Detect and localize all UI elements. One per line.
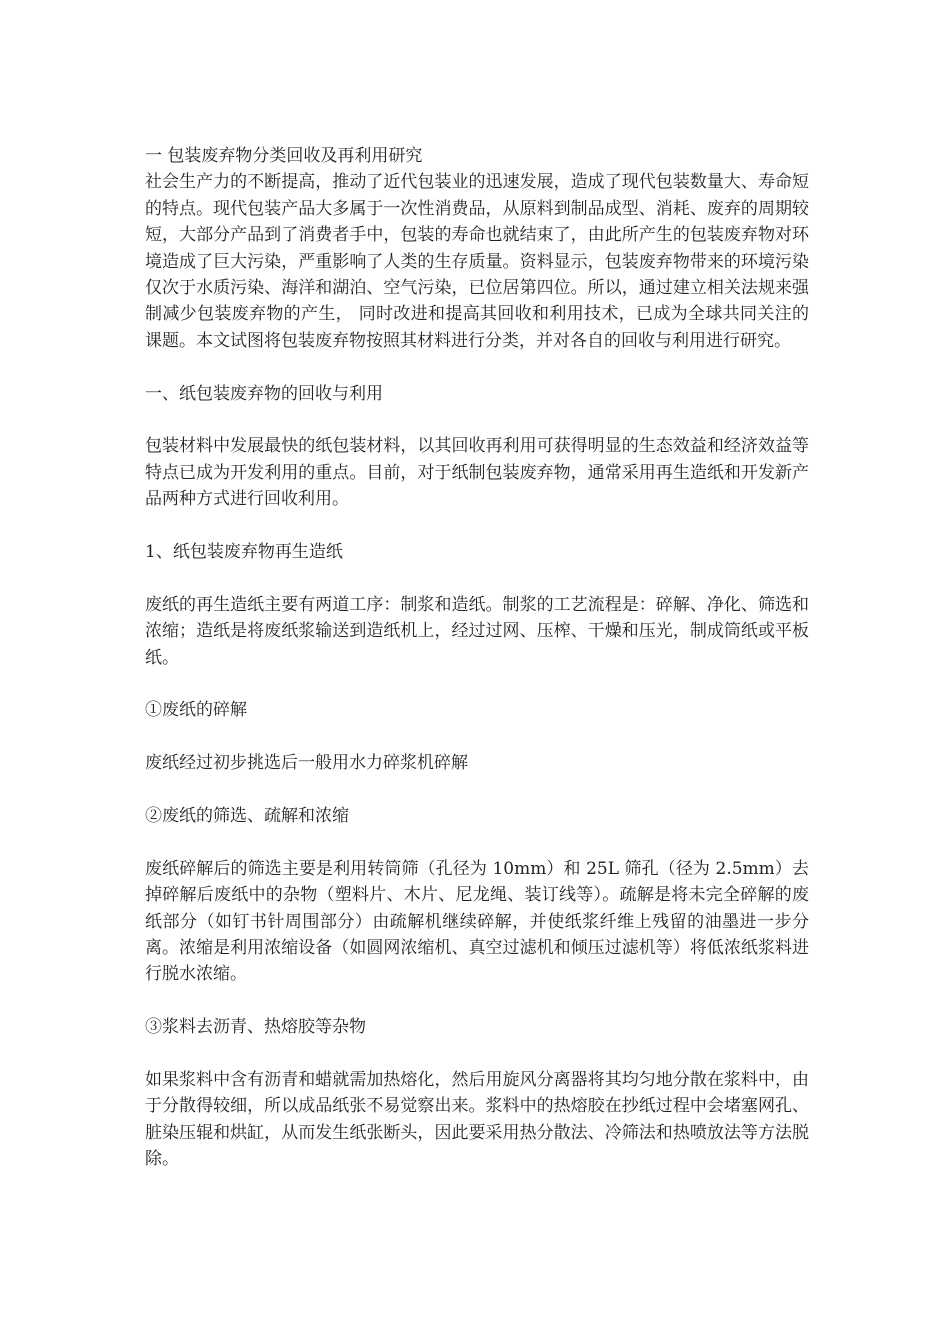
section-paragraph: 包装材料中发展最快的纸包装材料，以其回收再利用可获得明显的生态效益和经济效益等特点已成为开发利用的重点。目前，对于纸制包装废弃物，通常采用再生造纸和开发新产品两种方式进行回收利用。 [145, 436, 809, 510]
step-heading: ③浆料去沥青、热熔胶等杂物 [145, 1017, 366, 1038]
document-body [145, 143, 809, 1173]
step-paragraph: 如果浆料中含有沥青和蜡就需加热熔化，然后用旋风分离器将其均匀地分散在浆料中，由于分散得较细，所以成品纸张不易觉察出来。浆料中的热熔胶在抄纸过程中会堵塞网孔、脏染压辊和烘缸，从而发生纸张断头，因此要采用热分散法、冷筛法和热喷放法等方法脱除。 [145, 1070, 809, 1170]
section-heading: 一、纸包装废弃物的回收与利用 [145, 383, 383, 404]
document-title: 一 包装废弃物分类回收及再利用研究 [145, 146, 423, 166]
subsection-heading: 1、纸包装废弃物再生造纸 [145, 542, 343, 563]
subsection-paragraph: 废纸的再生造纸主要有两道工序：制浆和造纸。制浆的工艺流程是：碎解、净化、筛选和浓缩；造纸是将废纸浆输送到造纸机上，经过过网、压榨、干燥和压光，制成筒纸或平板纸。 [145, 594, 809, 668]
step-paragraph: 废纸碎解后的筛选主要是利用转筒筛（孔径为 10mm）和 25L 筛孔（径为 2.5mm）去掉碎解后废纸中的杂物（塑料片、木片、尼龙绳、装订线等）。疏解是将未完全碎解的废纸部分（如钉书针周围部分）由疏解机继续碎解，并使纸浆纤维上残留的油墨进一步分离。浓缩是利用浓缩设备（如圆网浓缩机、真空过滤机和倾压过滤机等）将低浓纸浆料进行脱水浓缩。 [145, 858, 809, 985]
intro-paragraph: 社会生产力的不断提高，推动了近代包装业的迅速发展，造成了现代包装数量大、寿命短的特点。现代包装产品大多属于一次性消费品，从原料到制品成型、消耗、废弃的周期较短，大部分产品到了消费者手中，包装的寿命也就结束了，由此所产生的包装废弃物对环境造成了巨大污染，严重影响了人类的生存质量。资料显示，包装废弃物带来的环境污染仅次于水质污染、海洋和湖泊、空气污染，已位居第四位。所以，通过建立相关法规来强制减少包装废弃物的产生， 同时改进和提高其回收和利用技术，已成为全球共同关注的课题。本文试图将包装废弃物按照其材料进行分类，并对各自的回收与利用进行研究。 [145, 172, 809, 351]
step-paragraph: 废纸经过初步挑选后一般用水力碎浆机碎解 [145, 753, 468, 774]
step-heading: ①废纸的碎解 [145, 700, 247, 721]
step-heading: ②废纸的筛选、疏解和浓缩 [145, 806, 349, 827]
